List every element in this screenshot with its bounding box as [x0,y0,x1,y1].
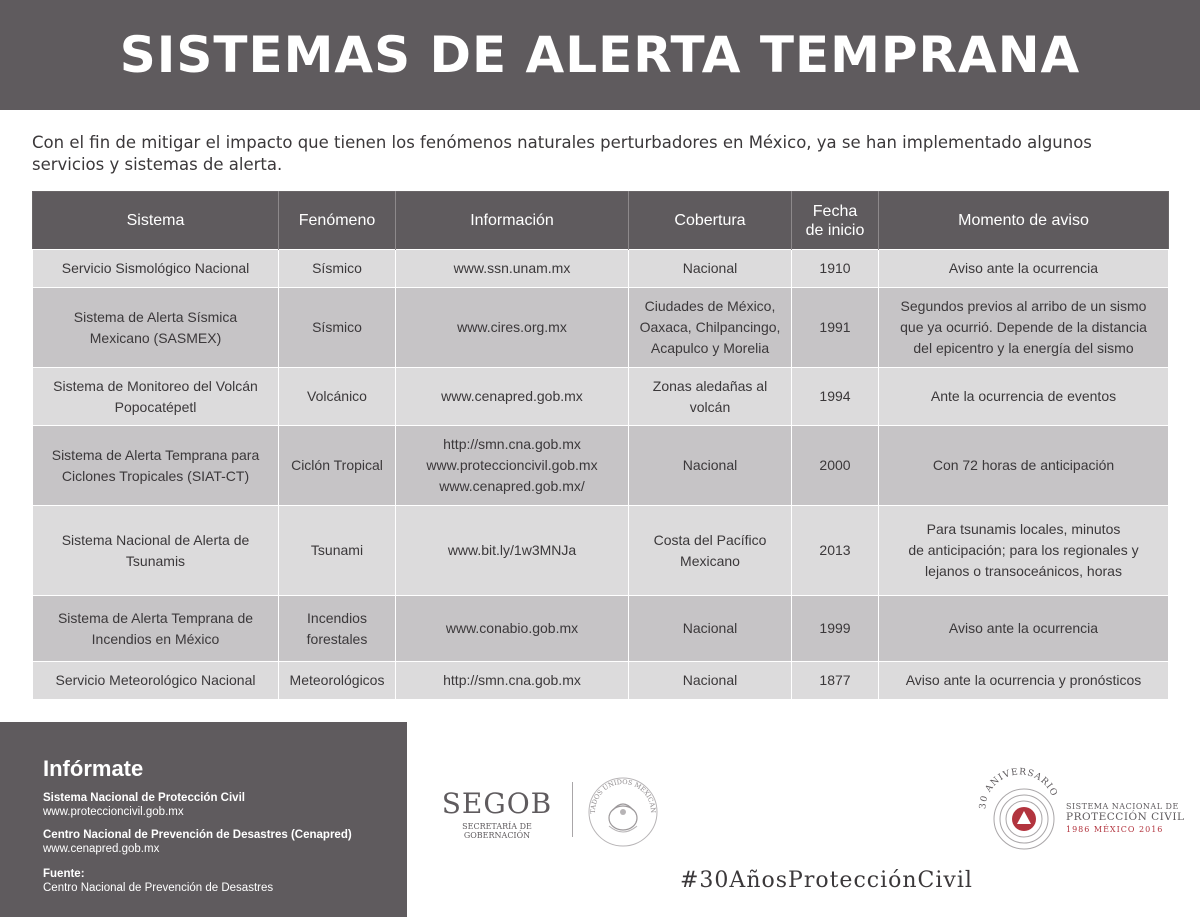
logo-divider [572,782,573,837]
cell-text: 1877 [819,672,851,688]
cell-text: Tsunamis [125,552,186,569]
cell-fenomeno [279,662,396,700]
cell-text: Mexicano (SASMEX) [89,329,222,346]
column-header-informacion: Información [396,192,629,250]
column-header-fecha [792,192,879,250]
cell-text: Incendios [307,609,367,626]
table-row [33,368,1169,426]
cell-aviso [879,506,1169,596]
cell-text: 1999 [819,620,851,636]
cell-text: Sistema de Monitoreo del Volcán [53,377,258,394]
cell-text: www.bit.ly/1w3MNJa [447,542,577,558]
segob-name: SEGOB [441,787,553,820]
cell-text: Sistema de Alerta Sísmica [73,308,238,325]
cell-text: Ciclón Tropical [291,457,383,473]
cell-text: Sísmico [312,319,362,335]
cell-text: Meteorológicos [289,672,385,688]
cell-fenomeno [279,368,396,426]
cell-informacion[interactable] [396,250,629,288]
hashtag-text: #30AñosProtecciónCivil [680,868,973,893]
cell-sistema [33,596,279,662]
aniversario-text: 30 ANIVERSARIO [978,767,1059,810]
page-title: SISTEMAS DE ALERTA TEMPRANA [119,26,1081,84]
cell-text: Aviso ante la ocurrencia [948,620,1099,636]
cell-text: www.cenapred.gob.mx/ [439,478,585,494]
cell-fecha [792,506,879,596]
svg-text:30 ANIVERSARIO [978,767,1059,809]
cell-fenomeno [279,596,396,662]
footer-link-cenapred[interactable]: www.cenapred.gob.mx [43,843,160,855]
column-header-sistema: Sistema [33,192,279,250]
cell-text: www.proteccioncivil.gob.mx [426,457,598,473]
cell-text: Zonas aledañas al [652,377,768,394]
cell-sistema [33,426,279,506]
cell-aviso [879,250,1169,288]
cell-text: Oaxaca, Chilpancingo, [639,319,781,335]
svg-text:ESTADOS UNIDOS MEXICANOS [585,774,657,814]
cell-text: Ante la ocurrencia de eventos [930,388,1117,404]
cell-text: Mexicano [680,552,740,569]
footer-label-sinaproc: Sistema Nacional de Protección Civil [43,792,245,804]
cell-text: www.cenapred.gob.mx [441,388,583,404]
sinaproc-years: 1986 MÉXICO 2016 [1066,825,1164,834]
cell-cobertura [629,368,792,426]
cell-text: Sistema de Alerta Temprana para [51,446,260,463]
segob-logo [432,787,562,840]
table-row [33,288,1169,368]
cell-fecha [792,288,879,368]
cell-text: Tsunami [310,542,364,558]
cell-text: Nacional [682,457,738,473]
cell-text: Sistema de Alerta Temprana de [57,609,254,626]
cell-text: del epicentro y la energía del sismo [913,340,1134,356]
cell-cobertura [629,288,792,368]
cell-fenomeno [279,288,396,368]
cell-text: Acapulco y Morelia [650,340,770,356]
cell-cobertura [629,596,792,662]
cell-fenomeno [279,250,396,288]
cell-text: lejanos o transoceánicos, horas [925,563,1122,579]
cell-text: Servicio Meteorológico Nacional [55,672,256,688]
cell-aviso [879,426,1169,506]
cell-text: 2013 [819,542,851,558]
cell-fecha [792,250,879,288]
cell-text: volcán [689,398,731,415]
cell-fenomeno [279,426,396,506]
column-header-fecha-label: Fecha de inicio [805,202,865,239]
table-header-row [33,192,1169,250]
cell-text: Nacional [682,260,738,276]
cell-sistema [33,506,279,596]
cell-informacion[interactable] [396,506,629,596]
cell-text: forestales [306,630,368,647]
cell-text: que ya ocurrió. Depende de la distancia [900,319,1147,335]
cell-cobertura [629,250,792,288]
cell-text: Servicio Sismológico Nacional [61,260,250,276]
cell-text: Aviso ante la ocurrencia y pronósticos [905,672,1142,688]
cell-fecha [792,426,879,506]
cell-text: 1910 [819,260,851,276]
cell-sistema [33,662,279,700]
cell-text: Popocatépetl [114,398,197,415]
cell-text: Nacional [682,672,738,688]
cell-text: www.cires.org.mx [457,319,567,335]
cell-text: de anticipación; para los regionales y [908,542,1139,558]
cell-fenomeno [279,506,396,596]
sinaproc-line1: SISTEMA NACIONAL DE [1066,802,1179,811]
column-header-cobertura-label: Cobertura [674,212,746,229]
table-row [33,250,1169,288]
cell-aviso [879,662,1169,700]
column-header-cobertura [629,192,792,250]
cell-text: Segundos previos al arribo de un sismo [900,298,1147,314]
intro-paragraph: Con el fin de mitigar el impacto que tienen los fenómenos naturales perturbadores en México, ya se han implementado algunos servicios y sistemas de alerta. [32,133,1092,174]
cell-text: www.ssn.unam.mx [453,260,571,276]
cell-sistema [33,250,279,288]
cell-text: Sistema Nacional de Alerta de [61,531,250,548]
cell-informacion[interactable] [396,426,629,506]
mexico-seal-icon [585,774,661,854]
cell-cobertura [629,426,792,506]
column-header-fenomeno: Fenómeno [279,192,396,250]
footer-value-fuente: Centro Nacional de Prevención de Desastres [43,882,274,894]
cell-fecha [792,662,879,700]
cell-text: 1991 [819,319,851,335]
page-header [0,0,1200,110]
cell-cobertura [629,662,792,700]
segob-subtitle: SECRETARÍA DE GOBERNACIÓN [462,822,532,840]
cell-text: 1994 [819,388,851,404]
cell-text: Con 72 horas de anticipación [932,457,1115,473]
cell-informacion[interactable] [396,368,629,426]
cell-aviso [879,288,1169,368]
cell-text: http://smn.cna.gob.mx [443,436,581,452]
cell-informacion[interactable] [396,596,629,662]
table-row [33,662,1169,700]
cell-text: Costa del Pacífico [653,531,767,548]
cell-text: Nacional [682,620,738,636]
informate-panel [0,722,407,917]
cell-cobertura [629,506,792,596]
cell-text: http://smn.cna.gob.mx [443,672,581,688]
cell-aviso [879,596,1169,662]
alert-systems-table [32,191,1169,700]
cell-sistema [33,288,279,368]
footer-link-sinaproc[interactable]: www.proteccioncivil.gob.mx [43,806,184,818]
table-row [33,426,1169,506]
column-header-aviso: Momento de aviso [879,192,1169,250]
cell-informacion[interactable] [396,662,629,700]
cell-text: 2000 [819,457,851,473]
cell-fecha [792,596,879,662]
cell-text: Ciudades de México, [644,298,776,314]
cell-sistema [33,368,279,426]
sinaproc-emblem-icon [972,763,1068,863]
informate-title: Infórmate [43,756,144,781]
table-row [33,596,1169,662]
cell-text: Volcánico [307,388,367,404]
cell-text: Incendios en México [91,630,220,647]
sinaproc-wordmark [1066,802,1184,834]
cell-fecha [792,368,879,426]
sinaproc-line2: PROTECCIÓN CIVIL [1066,811,1185,823]
cell-text: Aviso ante la ocurrencia [948,260,1099,276]
seal-text: TADOS UNIDOS MEXICAN [588,777,658,814]
cell-informacion[interactable] [396,288,629,368]
footer-label-cenapred: Centro Nacional de Prevención de Desastres (Cenapred) [43,829,352,841]
cell-aviso [879,368,1169,426]
cell-text: Ciclones Tropicales (SIAT-CT) [61,467,250,484]
footer-label-fuente: Fuente: [43,868,85,880]
table-row [33,506,1169,596]
cell-text: www.conabio.gob.mx [445,620,579,636]
cell-text: Para tsunamis locales, minutos [926,521,1121,537]
cell-text: Sísmico [312,260,362,276]
